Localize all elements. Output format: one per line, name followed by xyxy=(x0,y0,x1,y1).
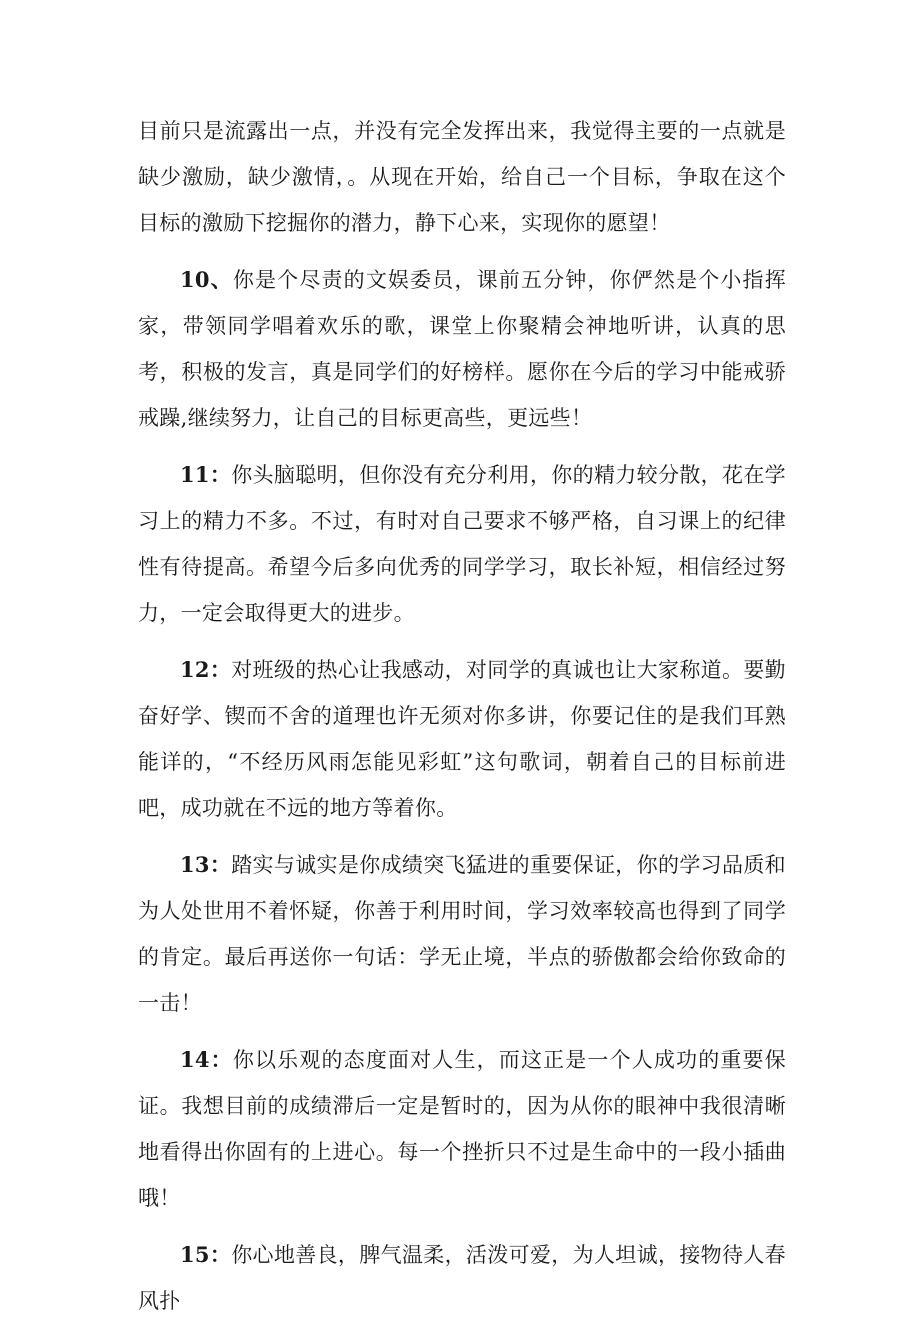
paragraph-15 xyxy=(138,1232,786,1324)
paragraph-number: 14： xyxy=(180,1047,233,1072)
paragraph-text: 你头脑聪明，但你没有充分利用，你的精力较分散，花在学习上的精力不多。不过，有时对自己要求不够严格，自习课上的纪律性有待提高。希望今后多向优秀的同学学习，取长补短，相信经过努力，一定会取得更大的进步。 xyxy=(138,463,786,625)
paragraph-11 xyxy=(138,452,786,636)
paragraph-text: 对班级的热心让我感动，对同学的真诚也让大家称道。要勤奋好学、锲而不舍的道理也许无须对你多讲，你要记住的是我们耳熟能详的，“不经历风雨怎能见彩虹”这句歌词，朝着自己的目标前进吧，成功就在不远的地方等着你。 xyxy=(138,658,786,820)
paragraph-number: 15： xyxy=(180,1242,232,1267)
paragraph-text: 你以乐观的态度面对人生，而这正是一个人成功的重要保证。我想目前的成绩滞后一定是暂时的，因为从你的眼神中我很清晰地看得出你固有的上进心。每一个挫折只不过是生命中的一段小插曲哦！ xyxy=(138,1048,787,1210)
paragraph-text: 目前只是流露出一点，并没有完全发挥出来，我觉得主要的一点就是缺少激励，缺少激情，。从现在开始，给自己一个目标，争取在这个目标的激励下挖掘你的潜力，静下心来，实现你的愿望！ xyxy=(138,119,786,235)
paragraph-number: 13： xyxy=(180,852,232,877)
document-body xyxy=(138,108,786,1335)
paragraph-number: 10、 xyxy=(180,267,233,292)
paragraph-continuation xyxy=(138,108,786,246)
paragraph-text: 踏实与诚实是你成绩突飞猛进的重要保证，你的学习品质和为人处世用不着怀疑，你善于利用时间，学习效率较高也得到了同学的肯定。最后再送你一句话：学无止境，半点的骄傲都会给你致命的一击！ xyxy=(138,853,786,1015)
paragraph-number: 12： xyxy=(180,657,232,682)
paragraph-14 xyxy=(138,1037,786,1221)
paragraph-number: 11： xyxy=(180,462,232,487)
paragraph-text: 你是个尽责的文娱委员，课前五分钟，你俨然是个小指挥家，带领同学唱着欢乐的歌，课堂上你聚精会神地听讲，认真的思考，积极的发言，真是同学们的好榜样。愿你在今后的学习中能戒骄戒躁,继续努力，让自己的目标更高些，更远些！ xyxy=(138,268,787,430)
paragraph-12 xyxy=(138,647,786,831)
paragraph-13 xyxy=(138,842,786,1026)
paragraph-10 xyxy=(138,257,786,441)
paragraph-text: 你心地善良，脾气温柔，活泼可爱，为人坦诚，接物待人春风扑 xyxy=(138,1243,786,1313)
